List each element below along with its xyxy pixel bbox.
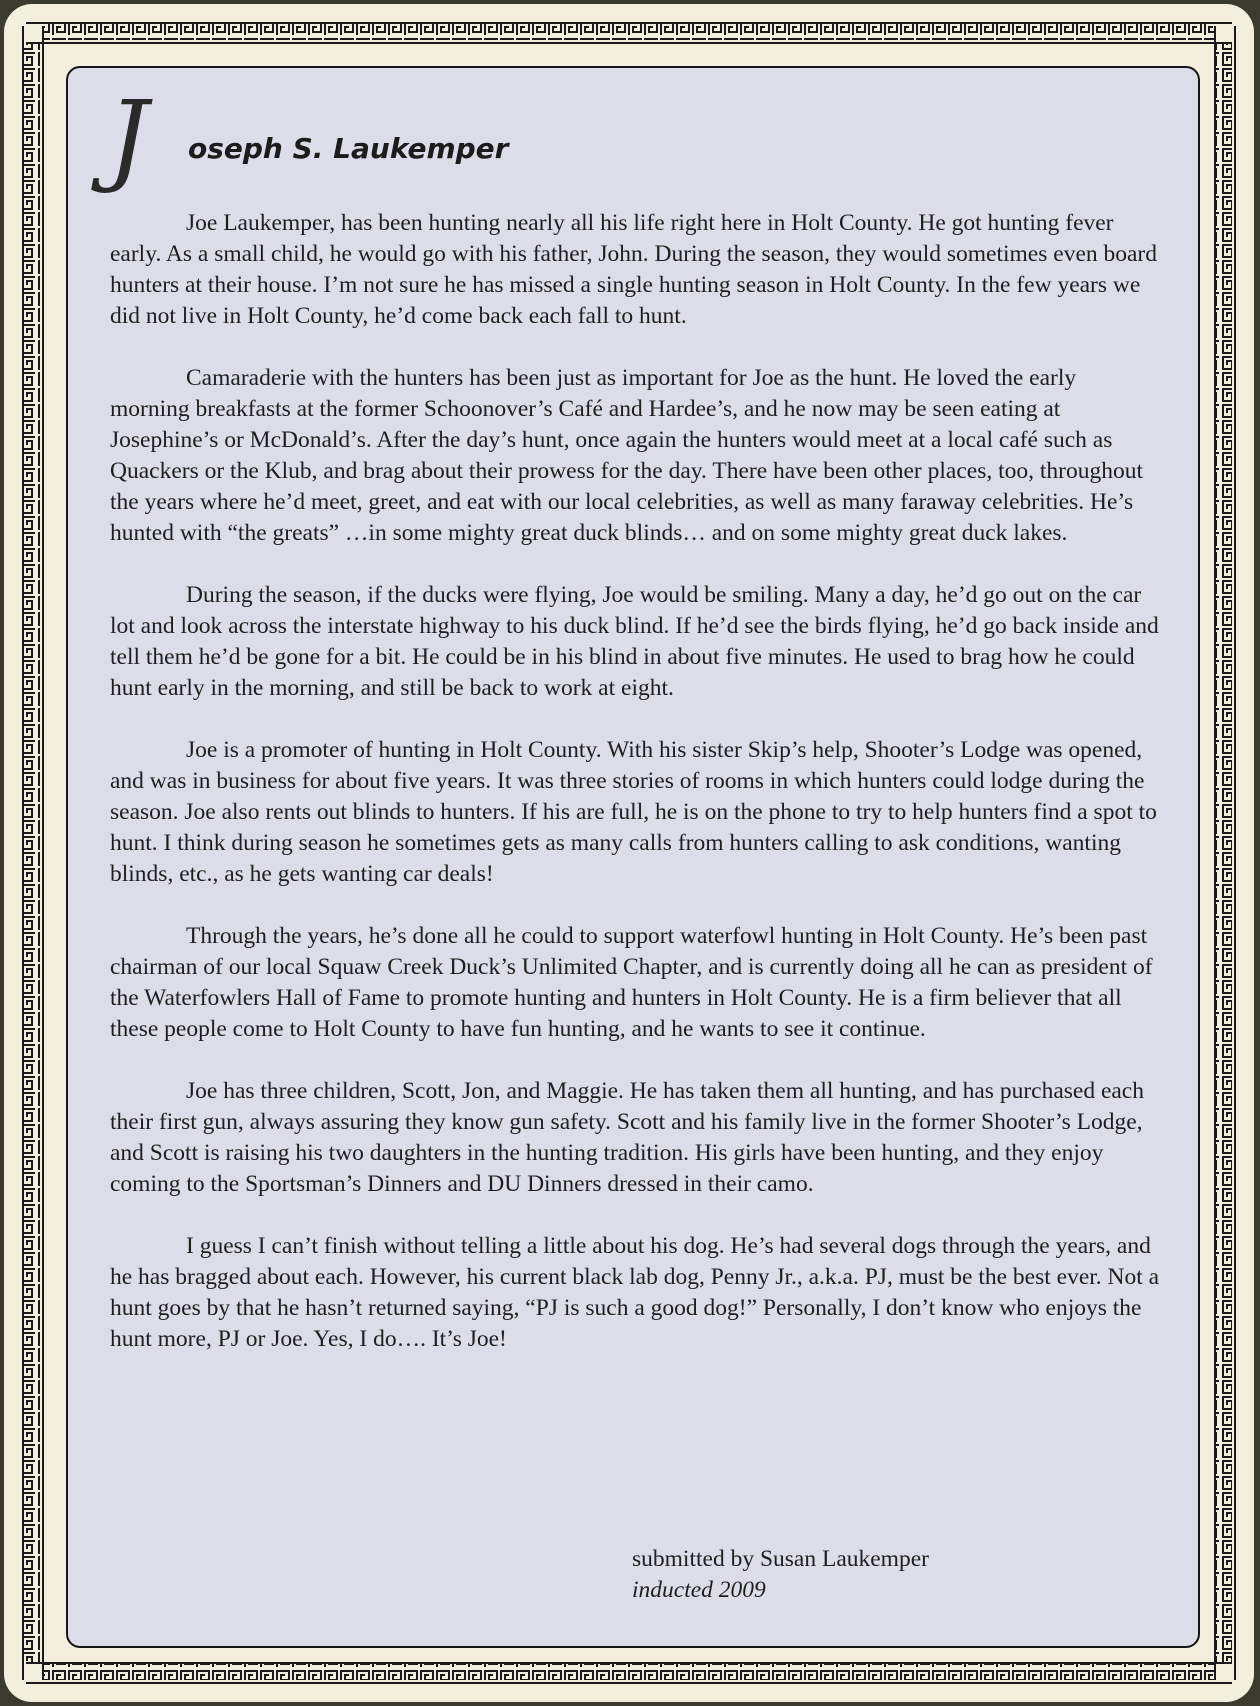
title-text: oseph S. Laukemper (188, 132, 509, 165)
title-initial: J (108, 79, 145, 196)
inducted-year: inducted 2009 (632, 1577, 766, 1603)
paragraph: Joe is a promoter of hunting in Holt County. With his sister Skip’s help, Shooter’s Lodge was opened, and was in business for about five years. It was three stories of rooms in which hunters could lodge during the season. Joe also rents out blinds to hunters. If his are full, he is on the phone to try to help hunters find a spot to hunt. I think during season he sometimes gets as many calls from hunters calling to ask conditions, wanting blinds, etc., as he gets wanting car deals! (110, 737, 1157, 887)
page-frame (4, 4, 1254, 1702)
paragraph: Camaraderie with the hunters has been just as important for Joe as the hunt. He loved the early morning breakfasts at the former Schoonover’s Café and Hardee’s, and he now may be seen eating at Josephine’s or McDonald’s. After the day’s hunt, once again the hunters would meet at a local café such as Quackers or the Klub, and brag about their prowess for the day. There have been other places, too, throughout the years where he’d meet, greet, and eat with our local celebrities, as well as many faraway celebrities. He’s hunted with “the greats” …in some mighty great duck blinds… and on some mighty great duck lakes. (110, 365, 1144, 546)
paragraph: Joe has three children, Scott, Jon, and Maggie. He has taken them all hunting, and has purchased each their first gun, always assuring they know gun safety. Scott and his family live in the former Shooter’s Lodge, and Scott is raising his two daughters in the hunting tradition. His girls have been hunting, and they enjoy coming to the Sportsman’s Dinners and DU Dinners dressed in their camo. (110, 1078, 1144, 1197)
paragraph: During the season, if the ducks were flying, Joe would be smiling. Many a day, he’d go out on the car lot and look across the interstate highway to his duck blind. If he’d see the birds flying, he’d go back inside and tell them he’d be gone for a bit. He could be in his blind in about five minutes. He used to brag how he could hunt early in the morning, and still be back to work at eight. (110, 582, 1159, 701)
paragraph: I guess I can’t finish without telling a little about his dog. He’s had several dogs through the years, and he has bragged about each. However, his current black lab dog, Penny Jr., a.k.a. PJ, must be the best ever. Not a hunt goes by that he hasn’t returned saying, “PJ is such a good dog!” Personally, I don’t know who enjoys the hunt more, PJ or Joe. Yes, I do…. It’s Joe! (110, 1233, 1160, 1352)
document-panel (66, 66, 1200, 1648)
article-body (110, 208, 1160, 1386)
paragraph: Joe Laukemper, has been hunting nearly all his life right here in Holt County. He got hunting fever early. As a small child, he would go with his father, John. During the season, they would sometimes even board hunters at their house. I’m not sure he has missed a single hunting season in Holt County. In the few years we did not live in Holt County, he’d come back each fall to hunt. (110, 210, 1158, 329)
paragraph: Through the years, he’s done all he could to support waterfowl hunting in Holt County. He’s been past chairman of our local Squaw Creek Duck’s Unlimited Chapter, and is currently doing all he can as president of the Waterfowlers Hall of Fame to promote hunting and hunters in Holt County. He is a firm believer that all these people come to Holt County to have fun hunting, and he wants to see it continue. (110, 923, 1153, 1042)
signature-block (632, 1544, 929, 1606)
submitted-by: submitted by Susan Laukemper (632, 1546, 929, 1572)
